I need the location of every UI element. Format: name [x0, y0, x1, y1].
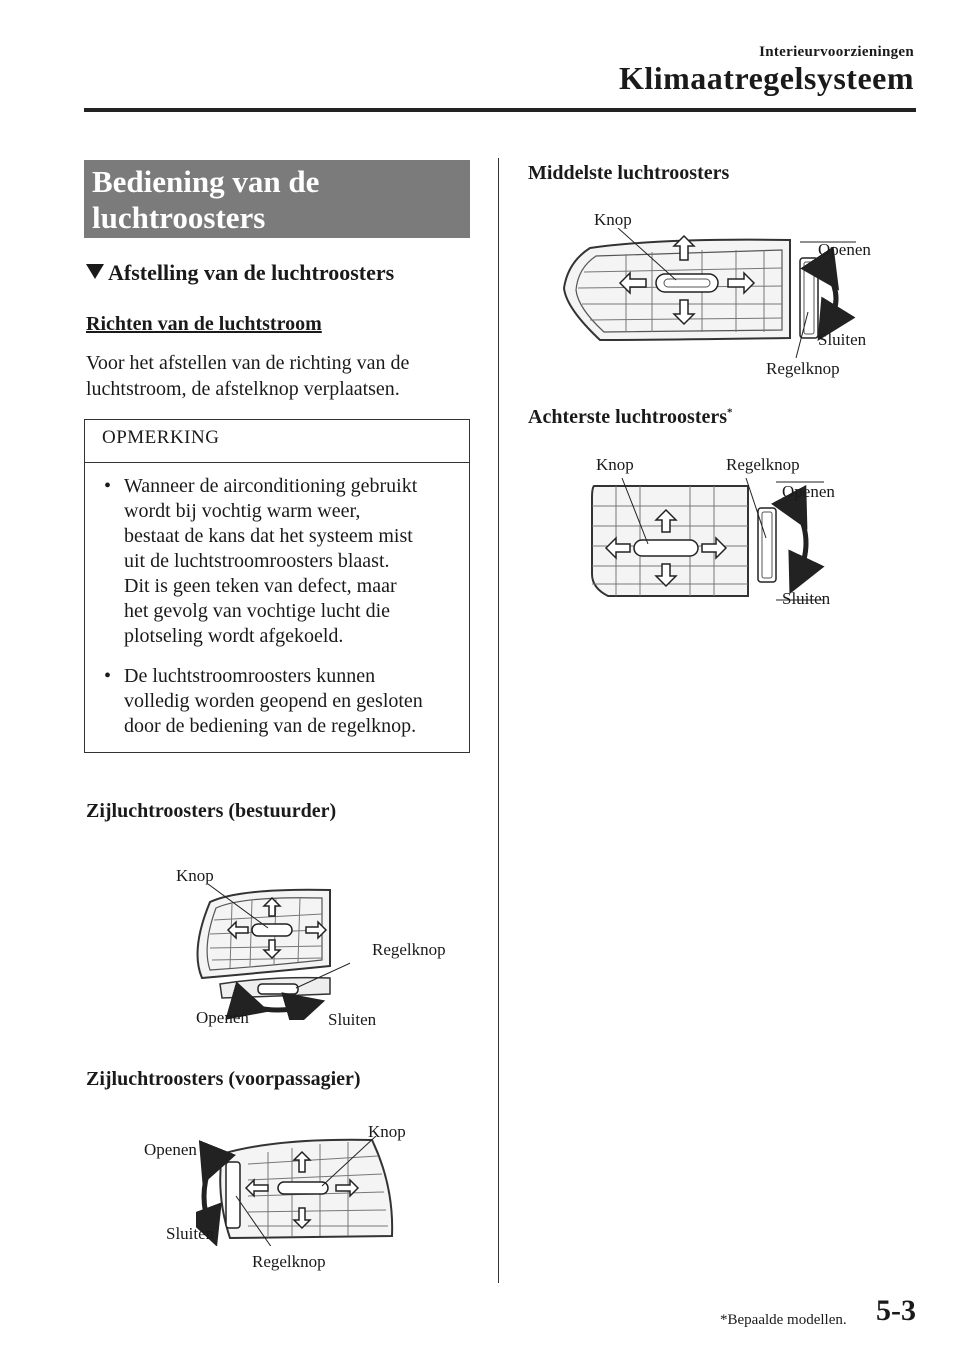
- page-number: 5-3: [876, 1294, 916, 1327]
- passenger-vent-heading: Zijluchtroosters (voorpassagier): [86, 1068, 361, 1090]
- airflow-heading: Richten van de luchtstroom: [86, 313, 322, 335]
- driver-open-label: Openen: [196, 1008, 249, 1027]
- center-vent-heading: Middelste luchtroosters: [528, 162, 730, 184]
- subsection-heading-text: Afstelling van de luchtroosters: [108, 260, 395, 285]
- center-open-label: Openen: [818, 240, 871, 259]
- note-line: het gevolg van vochtige lucht die: [124, 600, 391, 622]
- rear-vent-heading: [528, 406, 733, 429]
- rear-knob-label: Knop: [596, 455, 634, 474]
- center-close-label: Sluiten: [818, 330, 867, 349]
- rear-close-label: Sluiten: [782, 589, 831, 608]
- passenger-dial-label: Regelknop: [252, 1252, 326, 1271]
- rear-dial-label: Regelknop: [726, 455, 800, 474]
- note-line: bestaat de kans dat het systeem mist: [124, 525, 413, 547]
- section-title: [84, 160, 470, 238]
- note-line: door de bediening van de regelknop.: [124, 715, 417, 737]
- driver-knob-label: Knop: [176, 866, 214, 885]
- header-rule: [84, 108, 916, 112]
- header-chapter-title: Klimaatregelsysteem: [618, 60, 914, 96]
- note-line: De luchtstroomroosters kunnen: [124, 665, 376, 687]
- passenger-close-label: Sluiten: [166, 1224, 215, 1243]
- note-line: wordt bij vochtig warm weer,: [124, 500, 361, 522]
- driver-vent-illustration: [180, 880, 350, 1020]
- rear-vent-heading-mark: *: [727, 406, 733, 419]
- passenger-vent-illustration: [196, 1136, 406, 1246]
- center-dial-label: Regelknop: [766, 359, 840, 378]
- header-section: Interieurvoorzieningen: [759, 44, 914, 60]
- driver-dial-label: Regelknop: [372, 940, 446, 959]
- note-title: OPMERKING: [102, 427, 220, 448]
- airflow-paragraph-line-1: Voor het afstellen van de richting van de: [86, 352, 410, 374]
- rear-vent-heading-text: Achterste luchtroosters: [528, 406, 728, 428]
- section-title-line-2: luchtroosters: [92, 200, 266, 235]
- triangle-down-icon: [86, 264, 104, 279]
- bullet-dot: •: [104, 665, 112, 687]
- passenger-knob-label: Knop: [368, 1122, 406, 1141]
- center-knob-label: Knop: [594, 210, 632, 229]
- note-line: Dit is geen teken van defect, maar: [124, 575, 397, 597]
- bullet-dot: •: [104, 475, 112, 497]
- column-divider: [498, 158, 499, 1283]
- airflow-paragraph: [86, 350, 470, 402]
- note-divider: [84, 462, 470, 463]
- note-line: uit de luchtstroomroosters blaast.: [124, 550, 390, 572]
- driver-vent-heading: Zijluchtroosters (bestuurder): [86, 800, 337, 822]
- rear-open-label: Openen: [782, 482, 835, 501]
- note-line: Wanneer de airconditioning gebruikt: [124, 475, 418, 497]
- driver-close-label: Sluiten: [328, 1010, 377, 1029]
- airflow-paragraph-line-2: luchtstroom, de afstelknop verplaatsen.: [86, 378, 400, 400]
- note-line: plotseling wordt afgekoeld.: [124, 625, 344, 647]
- footnote: *Bepaalde modellen.: [720, 1312, 847, 1328]
- note-bullet-2: [100, 664, 462, 739]
- note-bullet-1: [100, 474, 462, 649]
- subsection-heading: [86, 260, 394, 286]
- note-line: volledig worden geopend en gesloten: [124, 690, 423, 712]
- passenger-open-label: Openen: [144, 1140, 197, 1159]
- center-vent-illustration: [560, 228, 860, 358]
- section-title-line-1: Bediening van de: [92, 164, 320, 199]
